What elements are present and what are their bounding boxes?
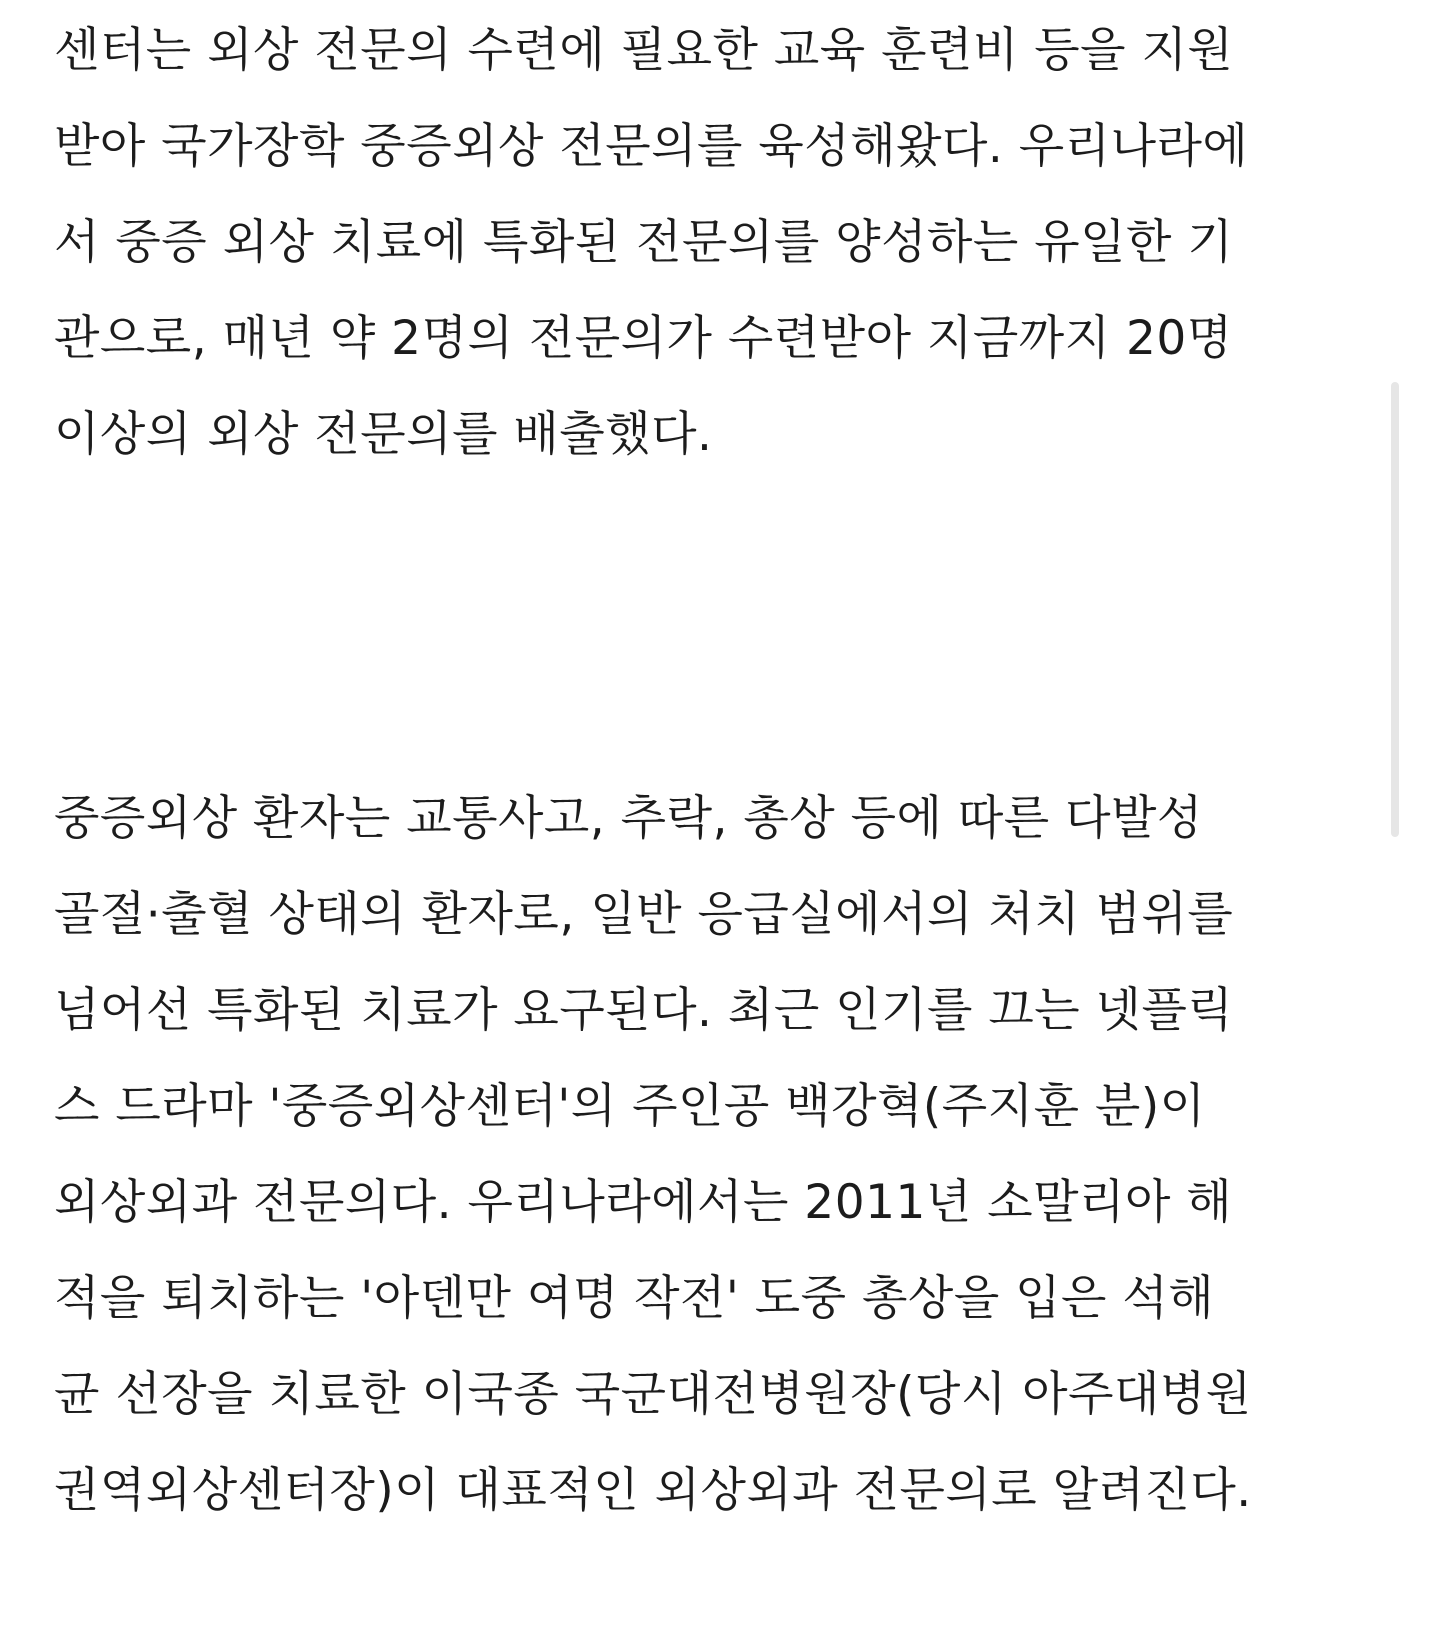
text-line: 스 드라마 '중증외상센터'의 주인공 백강혁(주지훈 분)이 [54,1079,1206,1134]
text-line: 넘어선 특화된 치료가 요구된다. 최근 인기를 끄는 넷플릭 [54,983,1234,1038]
text-line: 관으로, 매년 약 2명의 전문의가 수련받아 지금까지 20명 [54,311,1233,366]
text-line: 외상외과 전문의다. 우리나라에서는 2011년 소말리아 해 [54,1175,1233,1230]
article-paragraph [54,771,1354,1539]
text-line: 골절·출혈 상태의 환자로, 일반 응급실에서의 처치 범위를 [54,887,1234,942]
text-line: 중증외상 환자는 교통사고, 추락, 총상 등에 따른 다발성 [54,791,1203,846]
text-line: 센터는 외상 전문의 수련에 필요한 교육 훈련비 등을 지원 [54,23,1234,78]
text-line: 권역외상센터장)이 대표적인 외상외과 전문의로 알려진다. [54,1463,1252,1518]
text-line: 서 중증 외상 치료에 특화된 전문의를 양성하는 유일한 기 [54,215,1234,270]
scrollbar-thumb[interactable] [1391,382,1399,837]
text-line: 이상의 외상 전문의를 배출했다. [54,407,713,462]
text-line: 받아 국가장학 중증외상 전문의를 육성해왔다. 우리나라에 [54,119,1249,174]
article-paragraph [54,3,1354,483]
text-line: 균 선장을 치료한 이국종 국군대전병원장(당시 아주대병원 [54,1367,1252,1422]
text-line: 적을 퇴치하는 '아덴만 여명 작전' 도중 총상을 입은 석해 [54,1271,1215,1326]
